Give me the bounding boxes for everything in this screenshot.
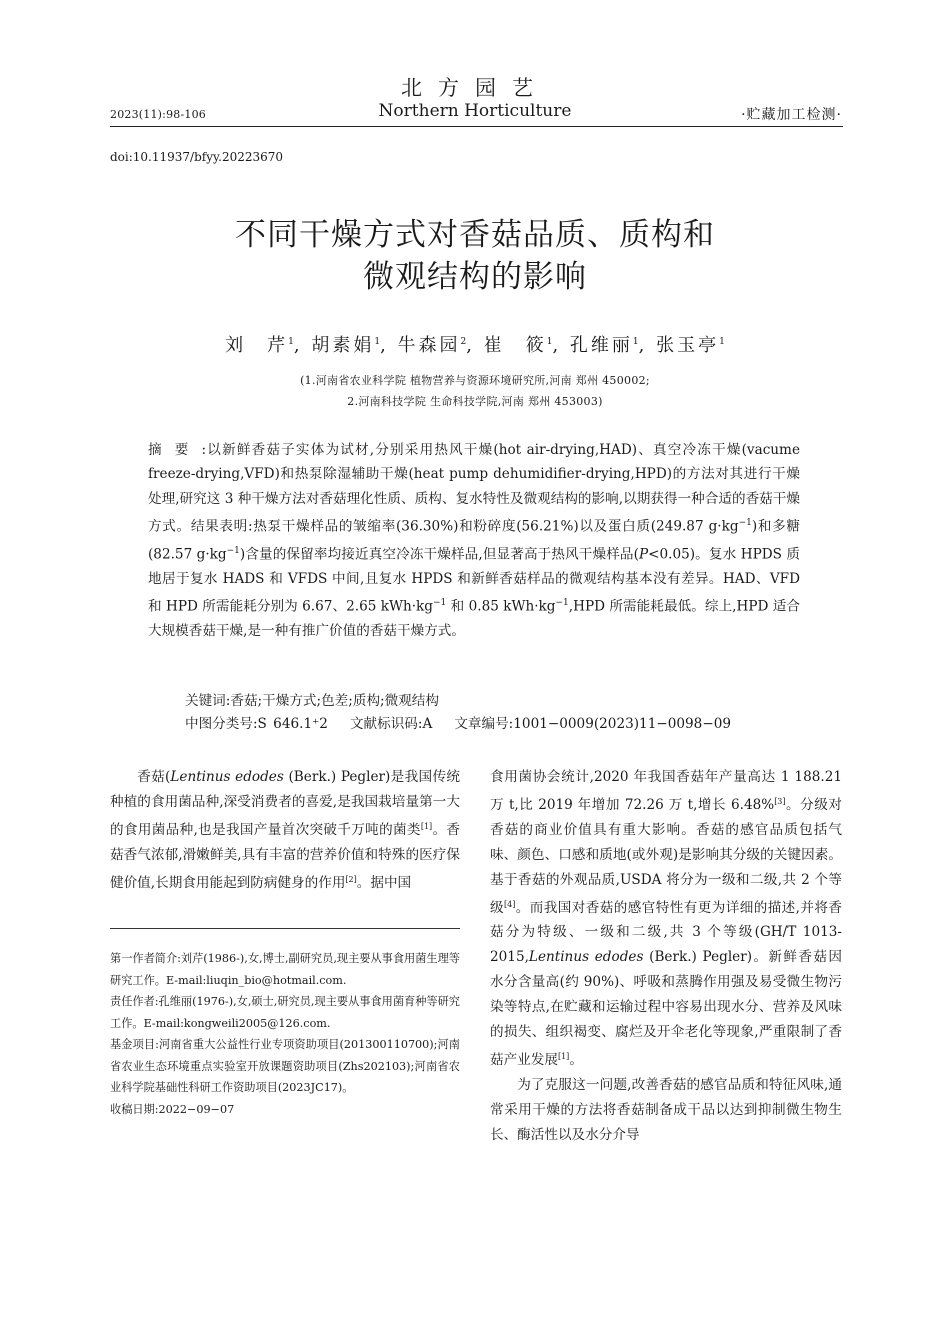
citation: [4] (504, 899, 516, 909)
citation: [1] (420, 821, 433, 831)
doi: doi:10.11937/bfyy.20223670 (110, 150, 284, 164)
citation: [1] (557, 1051, 570, 1061)
title-line-1: 不同干燥方式对香菇品质、质构和 (235, 217, 715, 253)
journal-name-en: Northern Horticulture (378, 101, 572, 121)
section-label: ·贮藏加工检测· (741, 107, 842, 123)
paragraph: 为了克服这一问题,改善香菇的感官品质和特征风味,通常采用干燥的方法将香菇制备成干品以达到抑制微生物生长、酶活性以及水分介导 (490, 1076, 842, 1143)
author: 崔 筱$^1$ (483, 335, 553, 356)
author: 孔维丽$^1$ (569, 335, 639, 356)
footnote-rule (110, 928, 460, 929)
title-line-2: 微观结构的影响 (363, 259, 587, 295)
citation: [2] (345, 874, 357, 884)
affiliation-line-1: (1.河南省农业科学院 植物营养与资源环境研究所,河南 郑州 450002; (300, 374, 650, 387)
author: 刘 芹$^1$ (225, 335, 294, 356)
abstract-label: 摘要 (148, 442, 202, 458)
keywords: 关键词:香菇;干燥方式;色差;质构;微观结构 (185, 693, 439, 709)
document-code: 文献标识码:A (349, 716, 433, 732)
first-author-note: 第一作者简介:刘芹(1986-),女,博士,副研究员,现主要从事食用菌生理等研究工作。E-mail:liuqin_bio@hotmail.com. (110, 952, 460, 987)
paragraph: 香菇(Lentinus edodes (Berk.) Pegler)是我国传统种植的食用菌品种,深受消费者的喜爱,是我国栽培量第一大的食用菌品种,也是我国产量首次突破千万吨的菌类[1]。香菇香气浓郁,滑嫩鲜美,具有丰富的营养价值和特殊的医疗保健价值,长期食用能起到防病健身的作用[2]。据中国 (110, 769, 461, 891)
received-date: 收稿日期:2022−09−07 (110, 1102, 235, 1116)
body-right-column (490, 765, 842, 1148)
footnotes (110, 948, 460, 1120)
classification-line (185, 713, 825, 735)
author-list: 刘 芹$^1$, 胡素娟$^1$, 牛森园$^2$, 崔 筱$^1$, 孔维丽$^1$, 张玉亭$^1$ (225, 335, 725, 356)
affiliation-line-2: 2.河南科技学院 生命科技学院,河南 郑州 453003) (347, 395, 603, 408)
clc-number: 中图分类号:S 646.1⁺2 (185, 716, 328, 732)
citation: [3] (774, 796, 786, 806)
abstract: 摘要:以新鲜香菇子实体为试材,分别采用热风干燥(hot air-drying,HAD)、真空冷冻干燥(vacume freeze-drying,VFD)和热泵除湿辅助干燥(heat pump dehumidifier-drying,HPD)的方法对其进行干燥处理,研究这 3 种干燥方法对香菇理化性质、质构、复水特性及微观结构的影响,以期获得一种合适的香菇干燥方式。结果表明:热泵干燥样品的皱缩率(36.30%)和粉碎度(56.21%)以及蛋白质(249.87 $g\cdot kg^{-1}$)和多糖(82.57 $g\cdot kg^{-1}$)含量的保留率均接近真空冷冻干燥样品,但显著高于热风干燥样品(P<0.05)。复水 HPDS 质地居于复水 HADS 和 VFDS 中间,且复水 HPDS 和新鲜香菇样品的微观结构基本没有差异。HAD、VFD 和 HPD 所需能耗分别为 6.67、2.65 $kWh\cdot kg^{-1}$ 和 0.85 $kWh\cdot kg^{-1},HPD$ 所需能耗最低。综上,HPD 适合大规模香菇干燥,是一种有推广价值的香菇干燥方式。 (148, 442, 800, 639)
journal-name-cn: 北方园艺 (401, 76, 549, 100)
paragraph: 食用菌协会统计,2020 年我国香菇年产量高达 1 188.21 万 t,比 2019 年增加 72.26 万 t,增长 6.48%[3]。分级对香菇的商业价值具有重大影响。香菇的感官品质包括气味、颜色、口感和质地(或外观)是影响其分级的关键因素。基于香菇的外观品质,USDA 将分为一级和二级,共 2 个等级[4]。而我国对香菇的感官特性有更为详细的描述,并将香菇分为特级、一级和二级,共 3 个等级(GH/T 1013-2015,Lentinus edodes (Berk.) Pegler)。新鲜香菇因水分含量高(约 90%)、呼吸和蒸腾作用强及易受微生物污染等特点,在贮藏和运输过程中容易出现水分、营养及风味的损失、组织褐变、腐烂及开伞老化等现象,严重限制了香菇产业发展[1]。 (490, 769, 843, 1068)
author: 牛森园$^2$ (397, 335, 467, 356)
author: 胡素娟$^1$ (311, 335, 381, 356)
article-number: 文章编号:1001−0009(2023)11−0098−09 (454, 716, 732, 732)
funding-note: 基金项目:河南省重大公益性行业专项资助项目(201300110700);河南省农业生态环境重点实验室开放课题资助项目(Zhs202103);河南省农业科学院基础性科研工作资助项目(2023JC17)。 (110, 1038, 460, 1094)
body-left-column (110, 765, 460, 896)
issue-info: 2023(11):98-106 (110, 108, 206, 121)
header-rule (110, 126, 843, 127)
author: 张玉亭$^1$ (656, 335, 725, 356)
corresponding-author-note: 责任作者:孔维丽(1976-),女,硕士,研究员,现主要从事食用菌育种等研究工作。E-mail:kongweili2005@126.com. (110, 995, 460, 1030)
